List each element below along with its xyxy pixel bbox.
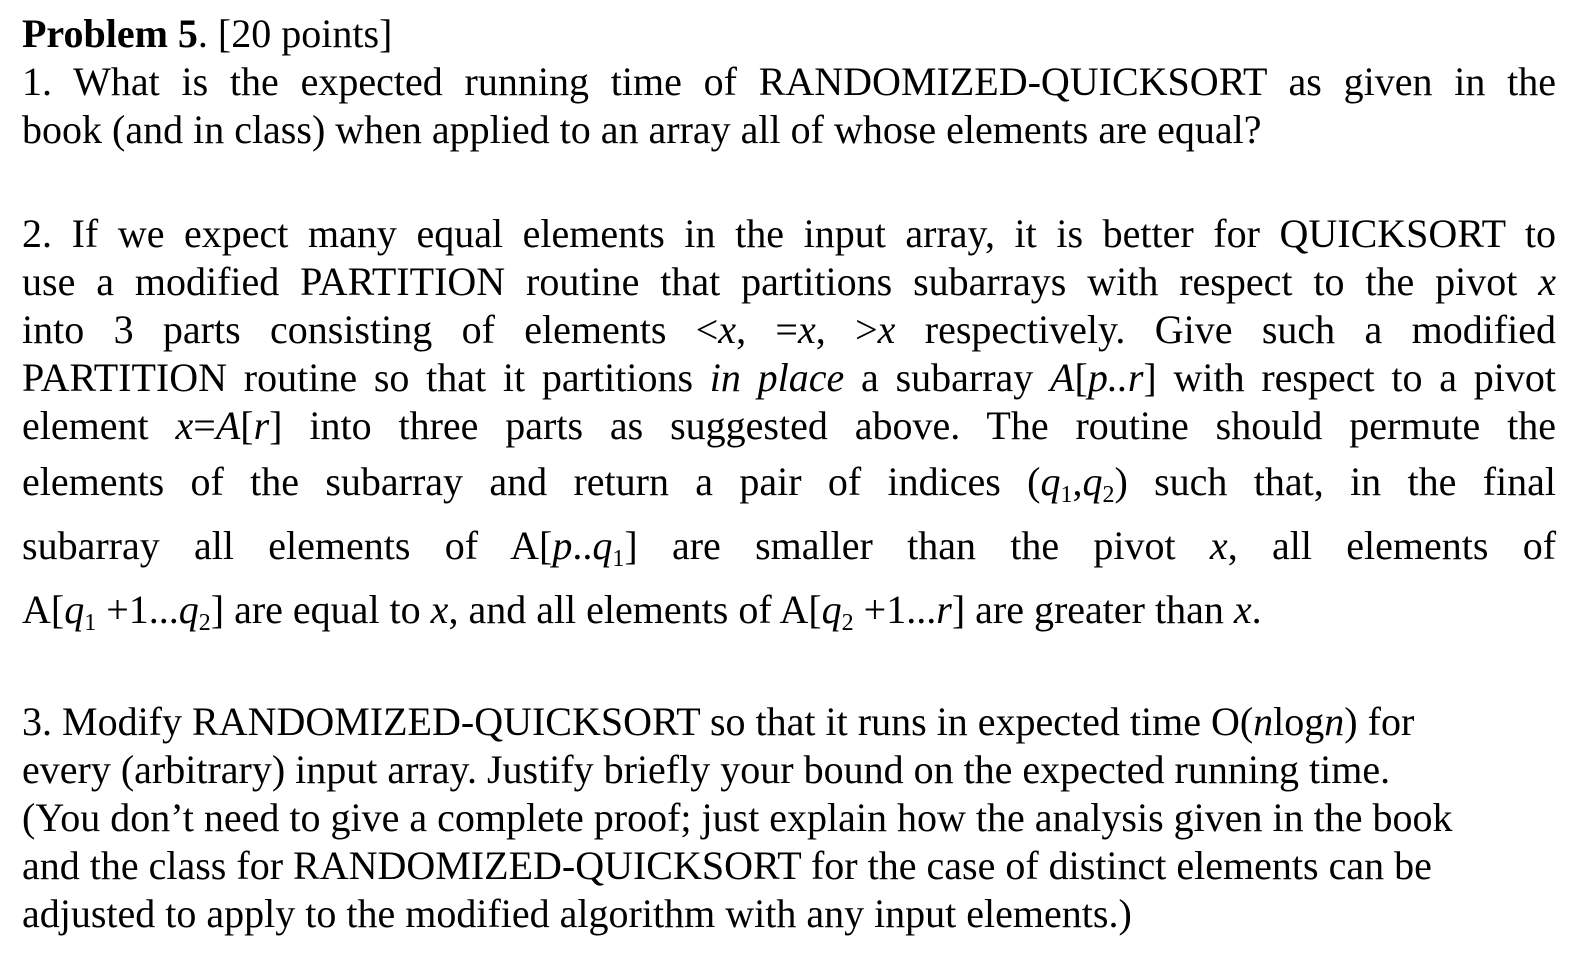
problem-heading: [22, 10, 1556, 58]
part1-line2: book (and in class) when applied to an array all of whose elements are equal?: [22, 107, 1262, 152]
pivot-variable: x: [430, 587, 449, 632]
part2-line4-text-b: a subarray: [844, 355, 1051, 400]
index-p: p: [552, 523, 573, 568]
part2-line5-text-c: ] into three parts as suggested above. The routine should permute the: [269, 403, 1556, 448]
part2-line3-text-a: into 3 parts consisting of elements <: [22, 307, 719, 352]
subscript: 1: [612, 546, 625, 572]
array-range: p..r: [1087, 355, 1144, 400]
part2-line7-text-b: ] are smaller than the pivot: [624, 523, 1210, 568]
part2-line8: [22, 578, 1556, 642]
subscript: 1: [84, 610, 97, 636]
part2-line8-text-d: , and all elements of A[: [448, 587, 822, 632]
pivot-variable: x: [1233, 587, 1252, 632]
part2-line6-text-a: elements of the subarray and return a pair of indices (: [22, 459, 1041, 504]
part2-line1: 2. If we expect many equal elements in the input array, it is better for QUICKSORT to: [22, 211, 1556, 256]
part2-line3-text-b: , =: [736, 307, 798, 352]
pivot-variable: x: [877, 307, 896, 352]
part3-line2: every (arbitrary) input array. Justify briefly your bound on the expected running time.: [22, 747, 1391, 792]
q-variable: q: [64, 587, 85, 632]
q-variable: q: [1082, 459, 1103, 504]
part2-line3: [22, 306, 1556, 354]
part2-line4-text-a: PARTITION routine so that it partitions: [22, 355, 710, 400]
part2-line7: [22, 514, 1556, 578]
n-variable: n: [1253, 699, 1274, 744]
part3-line1-text-a: 3. Modify RANDOMIZED-QUICKSORT so that it runs in expected time O(: [22, 699, 1254, 744]
part2-line5: [22, 402, 1556, 450]
problem-points: [20 points]: [217, 11, 393, 56]
pivot-variable: x: [1209, 523, 1228, 568]
part2-line4: [22, 354, 1556, 402]
pivot-variable: x: [797, 307, 816, 352]
index-r: r: [936, 587, 952, 632]
subscript: 2: [841, 610, 854, 636]
bracket-open: [: [1074, 355, 1088, 400]
pivot-variable: x: [1538, 259, 1556, 304]
log-text: log: [1273, 699, 1325, 744]
problem-heading-separator: .: [197, 11, 218, 56]
part3-line3: (You don’t need to give a complete proof; just explain how the analysis given in the book: [22, 795, 1453, 840]
bracket-open: [: [240, 403, 254, 448]
q-variable: q: [178, 587, 199, 632]
part2-line7-text-a: subarray all elements of A[: [22, 523, 553, 568]
pivot-variable: x: [718, 307, 737, 352]
part2-line3-text-c: , >: [815, 307, 878, 352]
array-name: A: [215, 403, 241, 448]
part2-line7-text-c: , all elements of: [1227, 523, 1557, 568]
part2-line8-text-e: +1...: [853, 587, 937, 632]
part2-line2: [22, 258, 1556, 306]
subscript: 1: [1060, 482, 1073, 508]
part2-line5-text-a: element: [22, 403, 176, 448]
part2-line8-text-a: A[: [22, 587, 65, 632]
part2-line8-text-f: ] are greater than: [951, 587, 1234, 632]
array-name: A: [1050, 355, 1075, 400]
part3-line4: and the class for RANDOMIZED-QUICKSORT for the case of distinct elements can be: [22, 843, 1432, 888]
part2-line3-text-d: respectively. Give such a modified: [895, 307, 1556, 352]
paragraph-gap: [22, 642, 1556, 698]
subscript: 2: [1102, 482, 1115, 508]
q-variable: q: [1040, 459, 1061, 504]
part2-line8-text-c: ] are equal to: [210, 587, 431, 632]
part2-line8-text-b: +1...: [96, 587, 179, 632]
comma: ,: [1072, 459, 1083, 504]
part2-line6-text-b: ) such that, in the final: [1114, 459, 1556, 504]
n-variable: n: [1324, 699, 1345, 744]
q-variable: q: [592, 523, 613, 568]
part3-line5: adjusted to apply to the modified algorithm with any input elements.): [22, 891, 1132, 936]
range-dots: ..: [572, 523, 593, 568]
equals-sign: =: [193, 403, 216, 448]
in-place-phrase: in place: [709, 355, 845, 400]
part3-line1: [22, 698, 1556, 746]
part2-line6: [22, 450, 1556, 514]
subscript: 2: [198, 610, 211, 636]
problem-title: Problem 5: [22, 11, 198, 56]
part2-line2-text: use a modified PARTITION routine that partitions subarrays with respect to the pivot: [22, 259, 1539, 304]
part1-line1: 1. What is the expected running time of RANDOMIZED-QUICKSORT as given in the: [22, 59, 1556, 104]
index-r: r: [253, 403, 270, 448]
q-variable: q: [821, 587, 842, 632]
period: .: [1251, 587, 1262, 632]
paragraph-gap: [22, 154, 1556, 210]
pivot-variable: x: [175, 403, 194, 448]
part3-line1-text-b: ) for: [1344, 699, 1415, 744]
part2-line4-text-d: ] with respect to a pivot: [1143, 355, 1557, 400]
